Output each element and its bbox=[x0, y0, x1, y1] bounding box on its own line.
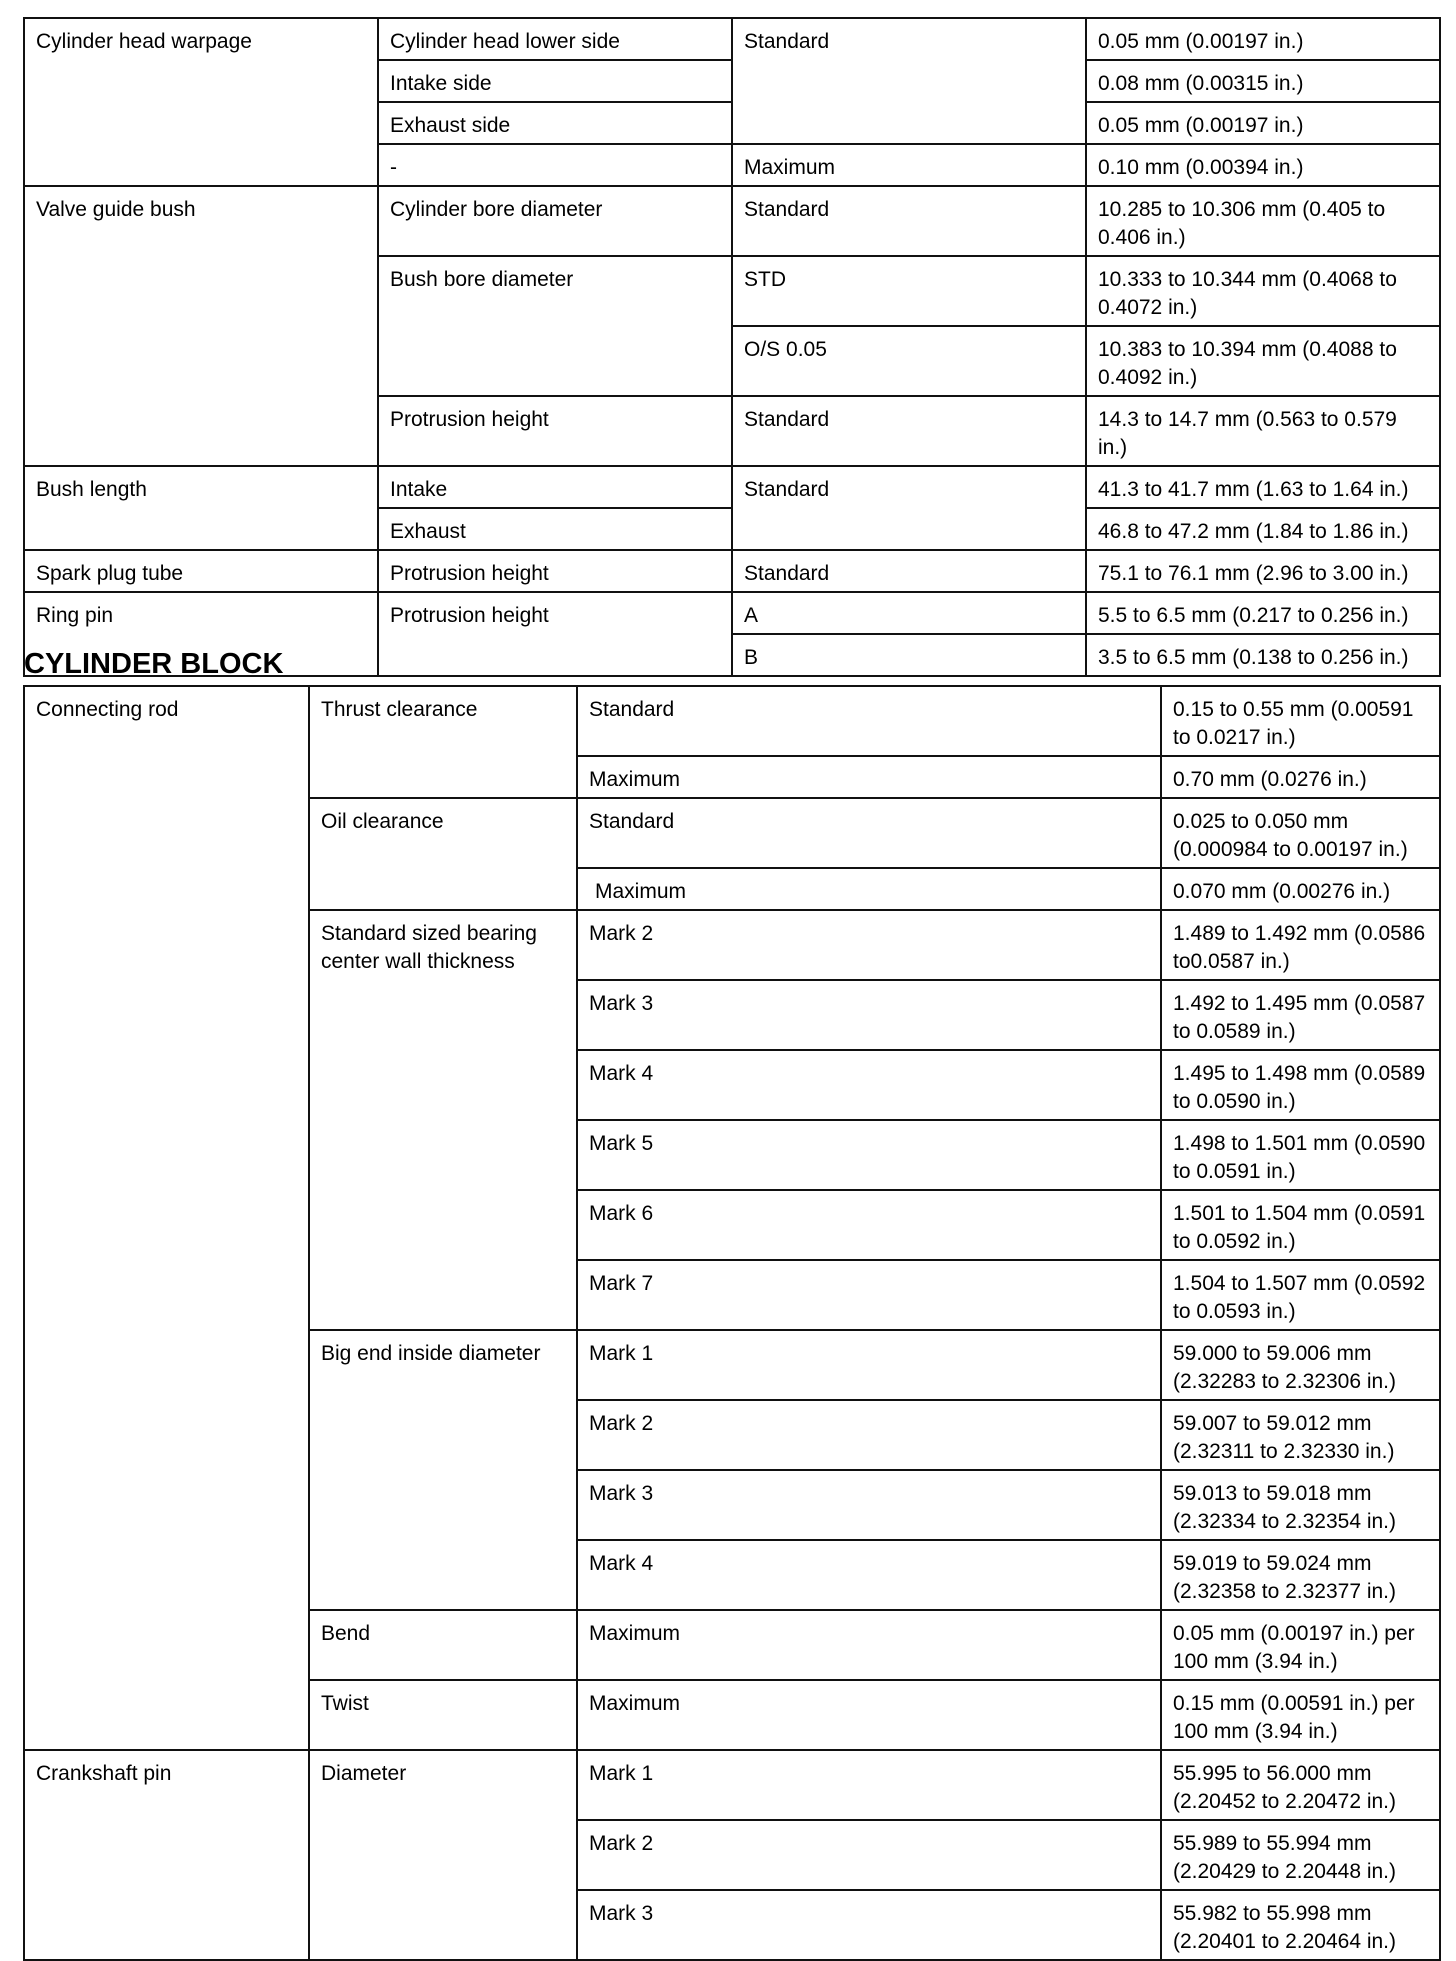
section-title: CYLINDER BLOCK bbox=[24, 648, 284, 680]
condition-cell: A bbox=[732, 592, 1086, 634]
value-cell: 59.007 to 59.012 mm (2.32311 to 2.32330 in.) bbox=[1161, 1400, 1440, 1470]
value-cell: 75.1 to 76.1 mm (2.96 to 3.00 in.) bbox=[1086, 550, 1440, 592]
condition-cell: Maximum bbox=[577, 1680, 1161, 1750]
value-cell: 0.15 to 0.55 mm (0.00591 to 0.0217 in.) bbox=[1161, 686, 1440, 756]
condition-cell: Standard bbox=[577, 686, 1161, 756]
value-cell: 55.982 to 55.998 mm (2.20401 to 2.20464 in.) bbox=[1161, 1890, 1440, 1960]
condition-cell: Mark 2 bbox=[577, 1400, 1161, 1470]
sub-item-cell: Bush bore diameter bbox=[378, 256, 732, 396]
value-cell: 1.504 to 1.507 mm (0.0592 to 0.0593 in.) bbox=[1161, 1260, 1440, 1330]
condition-cell: Mark 5 bbox=[577, 1120, 1161, 1190]
value-cell: 0.70 mm (0.0276 in.) bbox=[1161, 756, 1440, 798]
value-cell: 1.492 to 1.495 mm (0.0587 to 0.0589 in.) bbox=[1161, 980, 1440, 1050]
value-cell: 46.8 to 47.2 mm (1.84 to 1.86 in.) bbox=[1086, 508, 1440, 550]
table-row bbox=[24, 18, 1440, 60]
sub-item-cell: - bbox=[378, 144, 732, 186]
sub-item-cell: Oil clearance bbox=[309, 798, 577, 910]
sub-item-cell: Twist bbox=[309, 1680, 577, 1750]
condition-cell: Standard bbox=[732, 18, 1086, 144]
table-row bbox=[24, 466, 1440, 508]
value-cell: 10.383 to 10.394 mm (0.4088 to 0.4092 in.) bbox=[1086, 326, 1440, 396]
condition-cell: Mark 4 bbox=[577, 1540, 1161, 1610]
value-cell: 3.5 to 6.5 mm (0.138 to 0.256 in.) bbox=[1086, 634, 1440, 676]
table-row bbox=[24, 186, 1440, 256]
condition-cell: O/S 0.05 bbox=[732, 326, 1086, 396]
condition-cell: Standard bbox=[732, 466, 1086, 550]
value-cell: 59.013 to 59.018 mm (2.32334 to 2.32354 in.) bbox=[1161, 1470, 1440, 1540]
condition-cell: Mark 4 bbox=[577, 1050, 1161, 1120]
condition-cell: Mark 3 bbox=[577, 1890, 1161, 1960]
condition-cell: Maximum bbox=[577, 1610, 1161, 1680]
value-cell: 5.5 to 6.5 mm (0.217 to 0.256 in.) bbox=[1086, 592, 1440, 634]
value-cell: 0.05 mm (0.00197 in.) per 100 mm (3.94 in.) bbox=[1161, 1610, 1440, 1680]
value-cell: 41.3 to 41.7 mm (1.63 to 1.64 in.) bbox=[1086, 466, 1440, 508]
condition-cell: B bbox=[732, 634, 1086, 676]
condition-cell: Mark 3 bbox=[577, 1470, 1161, 1540]
cylinder-block-spec-table bbox=[23, 685, 1441, 1961]
condition-cell: Mark 2 bbox=[577, 910, 1161, 980]
condition-cell: STD bbox=[732, 256, 1086, 326]
sub-item-cell: Thrust clearance bbox=[309, 686, 577, 798]
value-cell: 55.995 to 56.000 mm (2.20452 to 2.20472 in.) bbox=[1161, 1750, 1440, 1820]
value-cell: 0.070 mm (0.00276 in.) bbox=[1161, 868, 1440, 910]
sub-item-cell: Intake side bbox=[378, 60, 732, 102]
item-cell: Cylinder head warpage bbox=[24, 18, 378, 186]
sub-item-cell: Cylinder bore diameter bbox=[378, 186, 732, 256]
item-cell: Valve guide bush bbox=[24, 186, 378, 466]
value-cell: 0.05 mm (0.00197 in.) bbox=[1086, 18, 1440, 60]
sub-item-cell: Exhaust bbox=[378, 508, 732, 550]
condition-cell: Standard bbox=[732, 550, 1086, 592]
value-cell: 59.019 to 59.024 mm (2.32358 to 2.32377 in.) bbox=[1161, 1540, 1440, 1610]
sub-item-cell: Standard sized bearing center wall thickness bbox=[309, 910, 577, 1330]
sub-item-cell: Protrusion height bbox=[378, 550, 732, 592]
condition-cell: Mark 1 bbox=[577, 1330, 1161, 1400]
condition-cell: Standard bbox=[732, 186, 1086, 256]
value-cell: 0.10 mm (0.00394 in.) bbox=[1086, 144, 1440, 186]
value-cell: 1.498 to 1.501 mm (0.0590 to 0.0591 in.) bbox=[1161, 1120, 1440, 1190]
sub-item-cell: Bend bbox=[309, 1610, 577, 1680]
value-cell: 55.989 to 55.994 mm (2.20429 to 2.20448 in.) bbox=[1161, 1820, 1440, 1890]
table-row bbox=[24, 592, 1440, 634]
table-row bbox=[24, 550, 1440, 592]
value-cell: 0.05 mm (0.00197 in.) bbox=[1086, 102, 1440, 144]
item-cell: Crankshaft pin bbox=[24, 1750, 309, 1960]
value-cell: 0.08 mm (0.00315 in.) bbox=[1086, 60, 1440, 102]
sub-item-cell: Diameter bbox=[309, 1750, 577, 1960]
condition-cell: Maximum bbox=[732, 144, 1086, 186]
cylinder-head-spec-table bbox=[23, 17, 1441, 677]
table-row bbox=[24, 686, 1440, 756]
condition-cell: Mark 6 bbox=[577, 1190, 1161, 1260]
condition-cell: Standard bbox=[577, 798, 1161, 868]
value-cell: 14.3 to 14.7 mm (0.563 to 0.579 in.) bbox=[1086, 396, 1440, 466]
condition-cell: Mark 1 bbox=[577, 1750, 1161, 1820]
item-cell: Connecting rod bbox=[24, 686, 309, 1750]
item-cell: Bush length bbox=[24, 466, 378, 550]
sub-item-cell: Cylinder head lower side bbox=[378, 18, 732, 60]
value-cell: 1.495 to 1.498 mm (0.0589 to 0.0590 in.) bbox=[1161, 1050, 1440, 1120]
value-cell: 0.025 to 0.050 mm (0.000984 to 0.00197 in.) bbox=[1161, 798, 1440, 868]
condition-cell: Maximum bbox=[577, 868, 1161, 910]
sub-item-cell: Intake bbox=[378, 466, 732, 508]
sub-item-cell: Exhaust side bbox=[378, 102, 732, 144]
condition-cell: Maximum bbox=[577, 756, 1161, 798]
sub-item-cell: Protrusion height bbox=[378, 592, 732, 676]
table-row bbox=[24, 1750, 1440, 1820]
value-cell: 10.285 to 10.306 mm (0.405 to 0.406 in.) bbox=[1086, 186, 1440, 256]
value-cell: 10.333 to 10.344 mm (0.4068 to 0.4072 in.) bbox=[1086, 256, 1440, 326]
item-cell: Ring pin bbox=[24, 592, 378, 676]
condition-cell: Mark 2 bbox=[577, 1820, 1161, 1890]
sub-item-cell: Big end inside diameter bbox=[309, 1330, 577, 1610]
condition-cell: Standard bbox=[732, 396, 1086, 466]
condition-cell: Mark 7 bbox=[577, 1260, 1161, 1330]
value-cell: 59.000 to 59.006 mm (2.32283 to 2.32306 in.) bbox=[1161, 1330, 1440, 1400]
value-cell: 1.489 to 1.492 mm (0.0586 to0.0587 in.) bbox=[1161, 910, 1440, 980]
value-cell: 0.15 mm (0.00591 in.) per 100 mm (3.94 in.) bbox=[1161, 1680, 1440, 1750]
item-cell: Spark plug tube bbox=[24, 550, 378, 592]
sub-item-cell: Protrusion height bbox=[378, 396, 732, 466]
value-cell: 1.501 to 1.504 mm (0.0591 to 0.0592 in.) bbox=[1161, 1190, 1440, 1260]
condition-cell: Mark 3 bbox=[577, 980, 1161, 1050]
